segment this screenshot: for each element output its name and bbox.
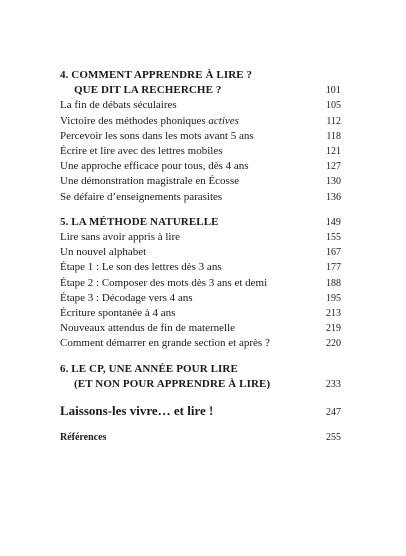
page-number: 155 — [326, 232, 341, 244]
toc-entry — [60, 190, 341, 205]
entry-label: Écrire et lire avec des lettres mobiles — [60, 145, 223, 158]
page-number: 247 — [326, 407, 341, 419]
closing-section — [60, 402, 341, 421]
entry-label — [60, 114, 239, 129]
entry-label: Étape 1 : Le son des lettres dès 3 ans — [60, 261, 222, 274]
chapter-4-title-line2 — [60, 83, 341, 98]
entry-label: La fin de débats séculaires — [60, 99, 177, 112]
page-number: 195 — [326, 292, 341, 304]
entry-label: Percevoir les sons dans les mots avant 5 ans — [60, 129, 254, 142]
chapter-6-title-line1 — [60, 362, 341, 377]
toc-entry — [60, 321, 341, 336]
entry-label-emphasis: actives — [208, 114, 239, 127]
toc-entry — [60, 276, 341, 291]
toc-entry — [60, 230, 341, 245]
page-number: 255 — [326, 432, 341, 444]
page-number: 112 — [326, 115, 341, 127]
page-number: 167 — [326, 247, 341, 259]
page-number: 130 — [326, 176, 341, 188]
chapter-title: 4. COMMENT APPRENDRE À LIRE ? — [60, 69, 253, 81]
page-number: 220 — [326, 338, 341, 350]
toc-entry — [60, 260, 341, 275]
toc-entry — [60, 291, 341, 306]
entry-label: Lire sans avoir appris à lire — [60, 231, 181, 244]
page-number: 105 — [326, 100, 341, 112]
entry-label: Écriture spontanée à 4 ans — [60, 307, 176, 320]
chapter-4-title-line1 — [60, 68, 341, 83]
table-of-contents — [60, 68, 341, 445]
page-number: 213 — [326, 308, 341, 320]
toc-entry — [60, 114, 341, 129]
entry-label: Une démonstration magistrale en Écosse — [60, 175, 240, 188]
page-number: 177 — [326, 262, 341, 274]
toc-entry — [60, 159, 341, 174]
references-title: Références — [60, 432, 107, 444]
entry-label: Se défaire d’enseignements parasites — [60, 190, 223, 203]
page-number: 149 — [325, 216, 341, 228]
page-number: 118 — [326, 130, 341, 142]
chapter-title: (ET NON POUR APPRENDRE À LIRE) — [74, 377, 271, 390]
references-section — [60, 430, 341, 445]
chapter-title: 6. LE CP, UNE ANNÉE POUR LIRE — [60, 362, 238, 375]
page-number: 233 — [325, 378, 341, 390]
page-number: 101 — [325, 85, 341, 97]
page-number: 136 — [326, 191, 341, 203]
chapter-title: QUE DIT LA RECHERCHE ? — [74, 84, 222, 97]
toc-entry — [60, 336, 341, 351]
toc-entry — [60, 245, 341, 260]
entry-label: Étape 3 : Décodage vers 4 ans — [60, 291, 193, 304]
entry-label: Étape 2 : Composer des mots dès 3 ans et demi — [60, 276, 268, 289]
page-number: 188 — [326, 277, 341, 289]
entry-label: Comment démarrer en grande section et après ? — [60, 337, 270, 350]
entry-label: Une approche efficace pour tous, dès 4 ans — [60, 160, 249, 173]
toc-entry — [60, 306, 341, 321]
chapter-title: 5. LA MÉTHODE NATURELLE — [60, 215, 219, 228]
toc-entry — [60, 98, 341, 113]
chapter-6-title-line2 — [60, 377, 341, 392]
entry-label: Un nouvel alphabet — [60, 246, 147, 259]
toc-entry — [60, 144, 341, 159]
closing-title: Laissons-les vivre… et lire ! — [60, 403, 214, 419]
toc-entry — [60, 129, 341, 144]
chapter-5-title — [60, 215, 341, 230]
toc-entry — [60, 174, 341, 189]
page-number: 127 — [326, 161, 341, 173]
page-number: 121 — [326, 146, 341, 158]
page-number: 219 — [326, 323, 341, 335]
entry-label: Nouveaux attendus de fin de maternelle — [60, 322, 236, 335]
entry-label-text: Victoire des méthodes phoniques — [60, 114, 209, 127]
